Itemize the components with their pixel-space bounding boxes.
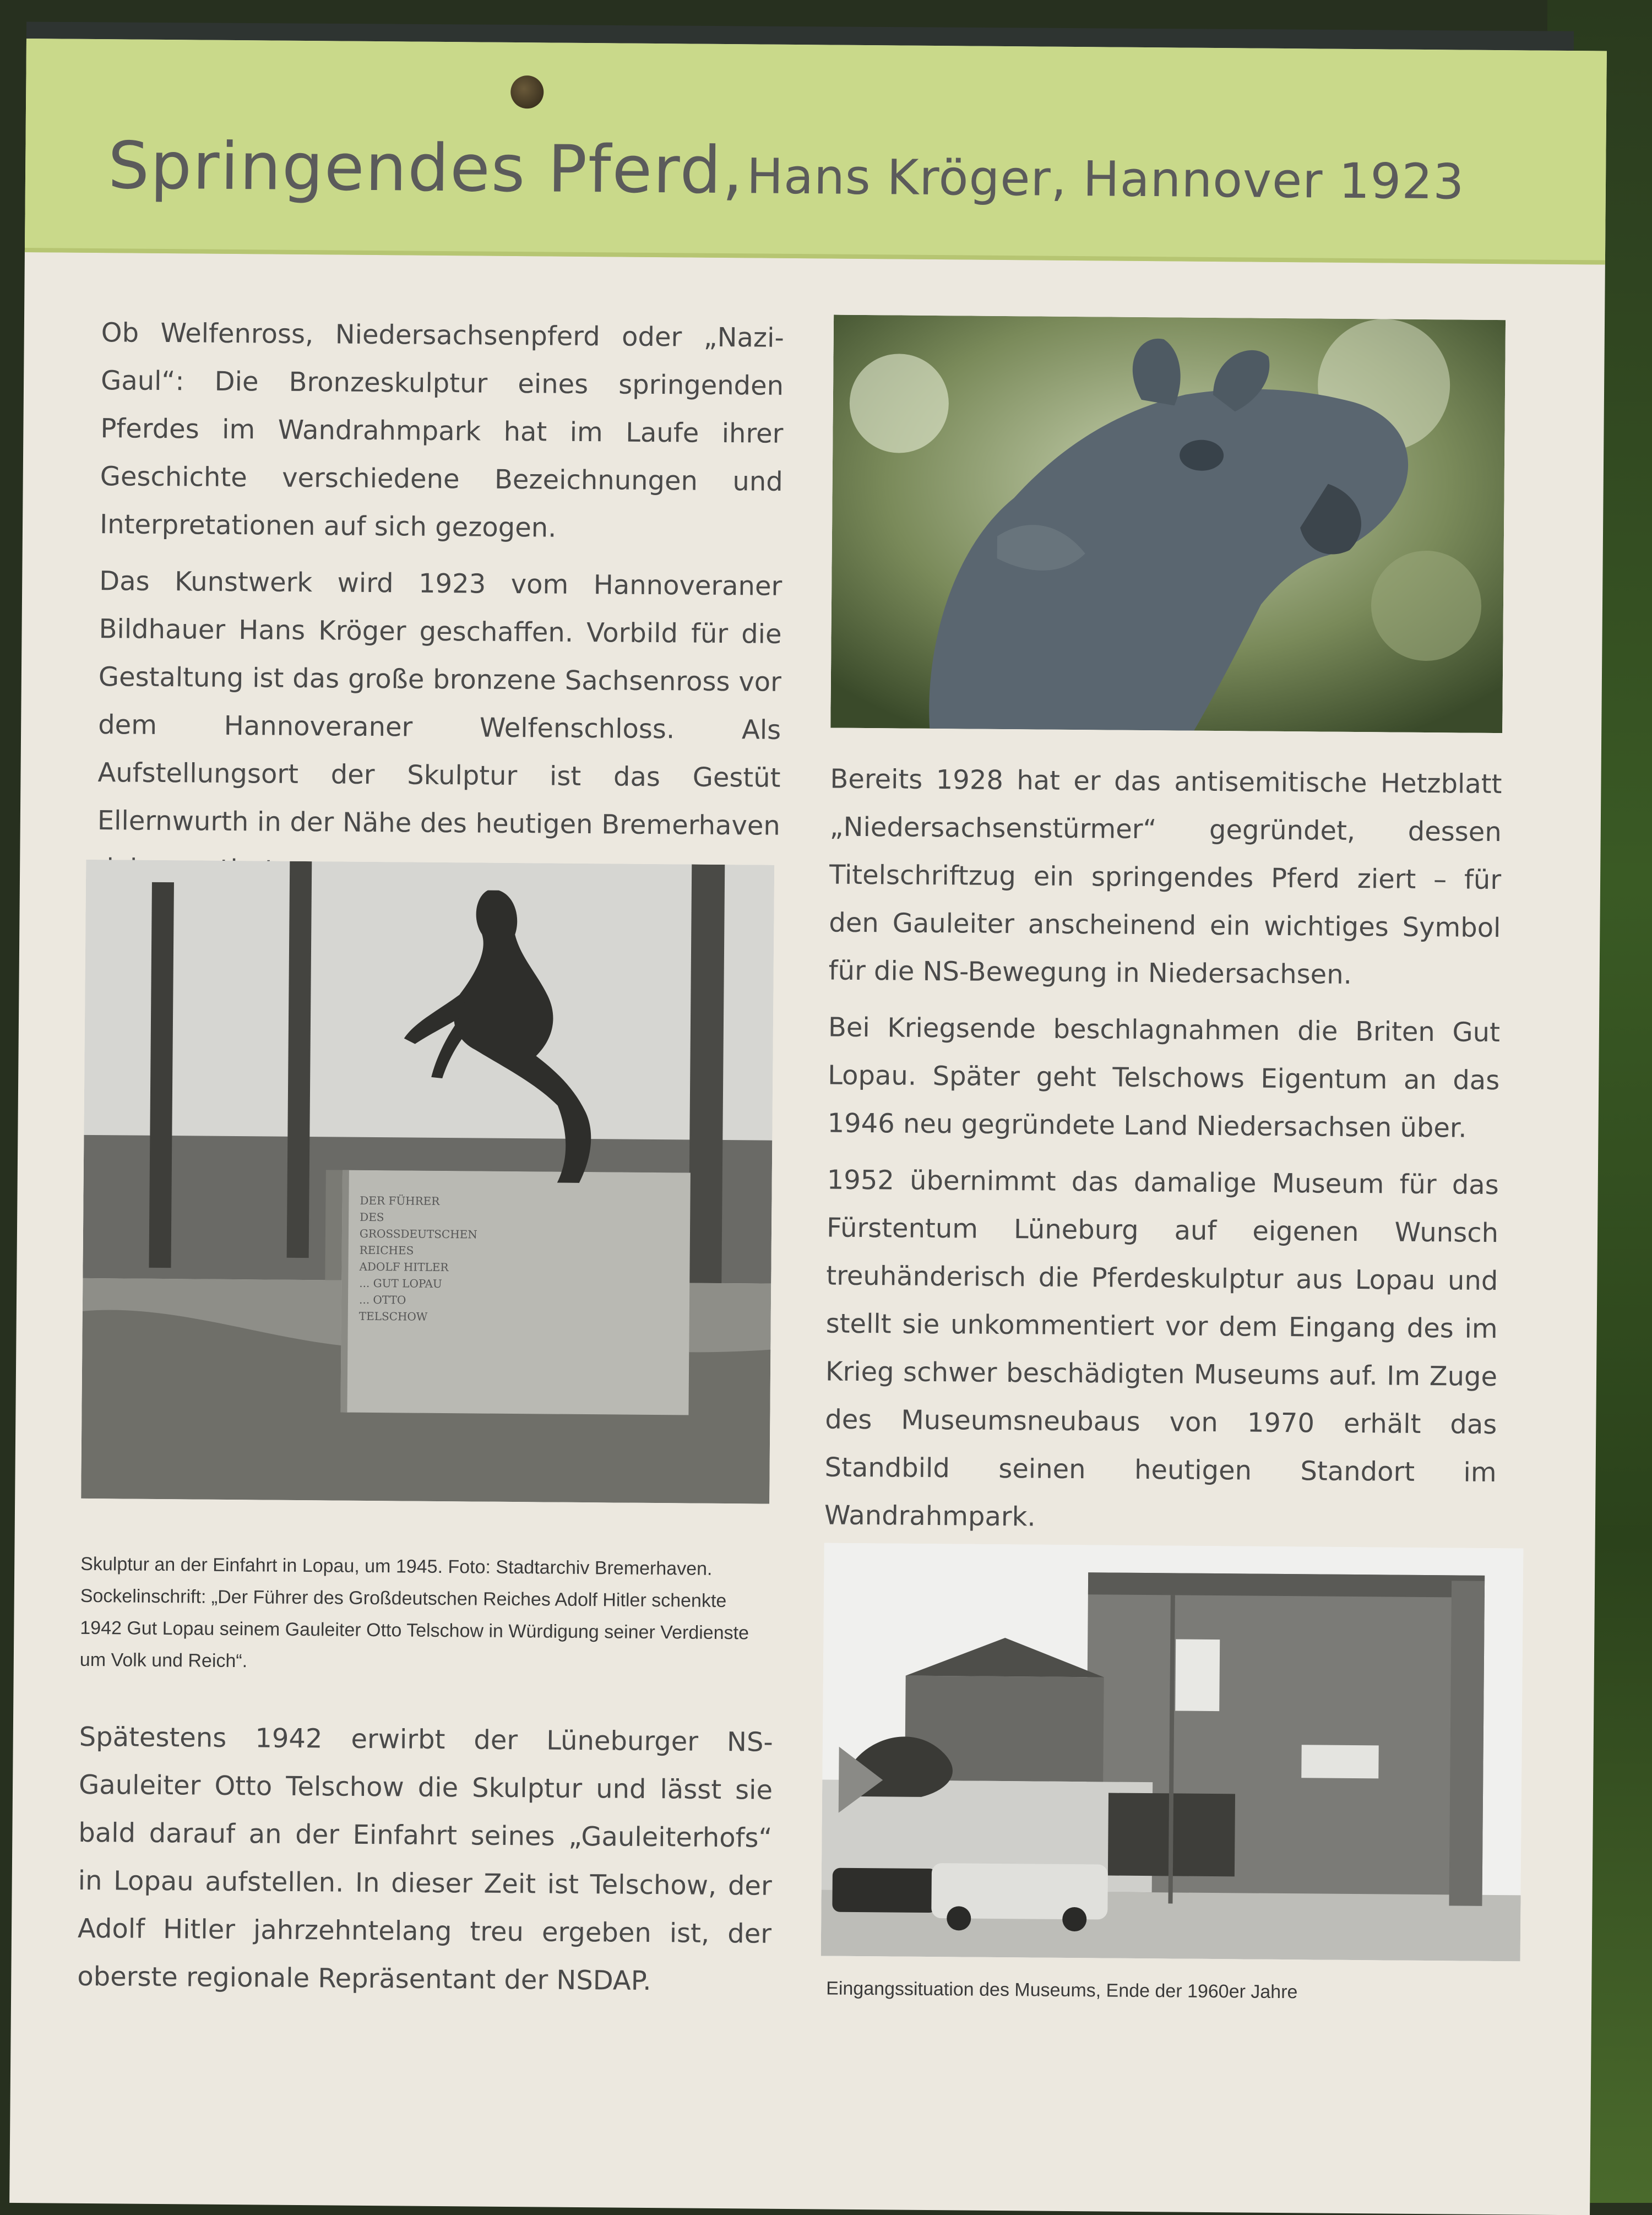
lopau-historic-photo [81,860,774,1504]
right-paragraph-3: 1952 übernimmt das damalige Museum für das Fürstentum Lüneburg auf eigenen Wunsch treuhänderisch die Pferdeskulptur aus Lopau und stellt sie unkommentiert vor dem Eingang des im Krieg schwer beschädigten Museums auf. Im Zuge des Museumsneubaus von 1970 erhält das Standbild seinen heutigen Standort im Wandrahmpark. [824,1164,1499,1533]
left-bottom-text [77,1713,773,2015]
left-bottom-paragraph: Spätestens 1942 erwirbt der Lüneburger NS-Gauleiter Otto Telschow die Skulptur und lässt sie bald darauf an der Einfahrt seines „Gauleiterhofs“ in Lopau aufstellen. In dieser Zeit ist Telschow, der Adolf Hitler jahrzehntelang treu ergeben ist, der oberste regionale Repräsentant der NSDAP. [77,1721,773,1997]
photo-caption-2: Eingangssituation des Museums, Ende der 1960er Jahre [826,1978,1298,2003]
pedestal-inscription: DER FÜHRER DES GROSSDEUTSCHEN REICHES ADOLF HITLER ... GUT LOPAU ... OTTO TELSCHOW [358,1193,477,1323]
intro-text [97,309,784,907]
horse-head-photo [830,315,1506,734]
screw-hole [510,75,544,108]
intro-paragraph-2: Das Kunstwerk wird 1923 vom Hannoveraner Bildhauer Hans Kröger geschaffen. Vorbild für die Gestaltung ist das große bronzene Sachsenross vor dem Hannoveraner Welfenschloss. Als Aufstellungsort der Skulptur ist das Gestüt Ellernwurth in der Nähe des heutigen Bremerhaven [97,566,782,842]
right-paragraph-2: Bei Kriegsende beschlagnahmen die Briten Gut Lopau. Später geht Telschows Eigentum an das 1946 neu gegründete Land Niedersachsen über. [827,1012,1501,1144]
right-text [824,756,1502,1554]
right-paragraph-1: Bereits 1928 hat er das antisemitische Hetzblatt „Niedersachsenstürmer“ gegründet, dessen Titelschriftzug ein springendes Pferd ziert – für den Gauleiter anscheinend ein wichtiges Symbol für die NS-Bewegung in Niedersachsen. [828,763,1502,990]
pedestal [340,1170,690,1415]
intro-paragraph-1: Ob Welfenross, Niedersachsenpferd oder „Nazi-Gaul“: Die Bronzeskulptur eines springenden Pferdes im Wandrahmpark hat im Laufe ihrer Geschichte verschiedene Bezeichnungen und Interpretationen auf sich gezogen. [99,317,784,544]
title-main: Springendes Pferd, [107,127,745,209]
title-sub: Hans Kröger, Hannover 1923 [746,148,1465,210]
museum-entrance-photo [821,1543,1524,1961]
info-panel [9,39,1607,2215]
page-title [108,127,1465,214]
rearing-horse-silhouette [392,873,670,1183]
photo-caption-1: Skulptur an der Einfahrt in Lopau, um 1945. Foto: Stadtarchiv Bremerhaven. Sockelinschrift: „Der Führer des Großdeutschen Reiches Adolf Hitler schenkte 1942 Gut Lopau seinem Gauleiter Otto Telschow in Würdigung seiner Verdienste um Volk und Reich“. [79,1553,749,1672]
